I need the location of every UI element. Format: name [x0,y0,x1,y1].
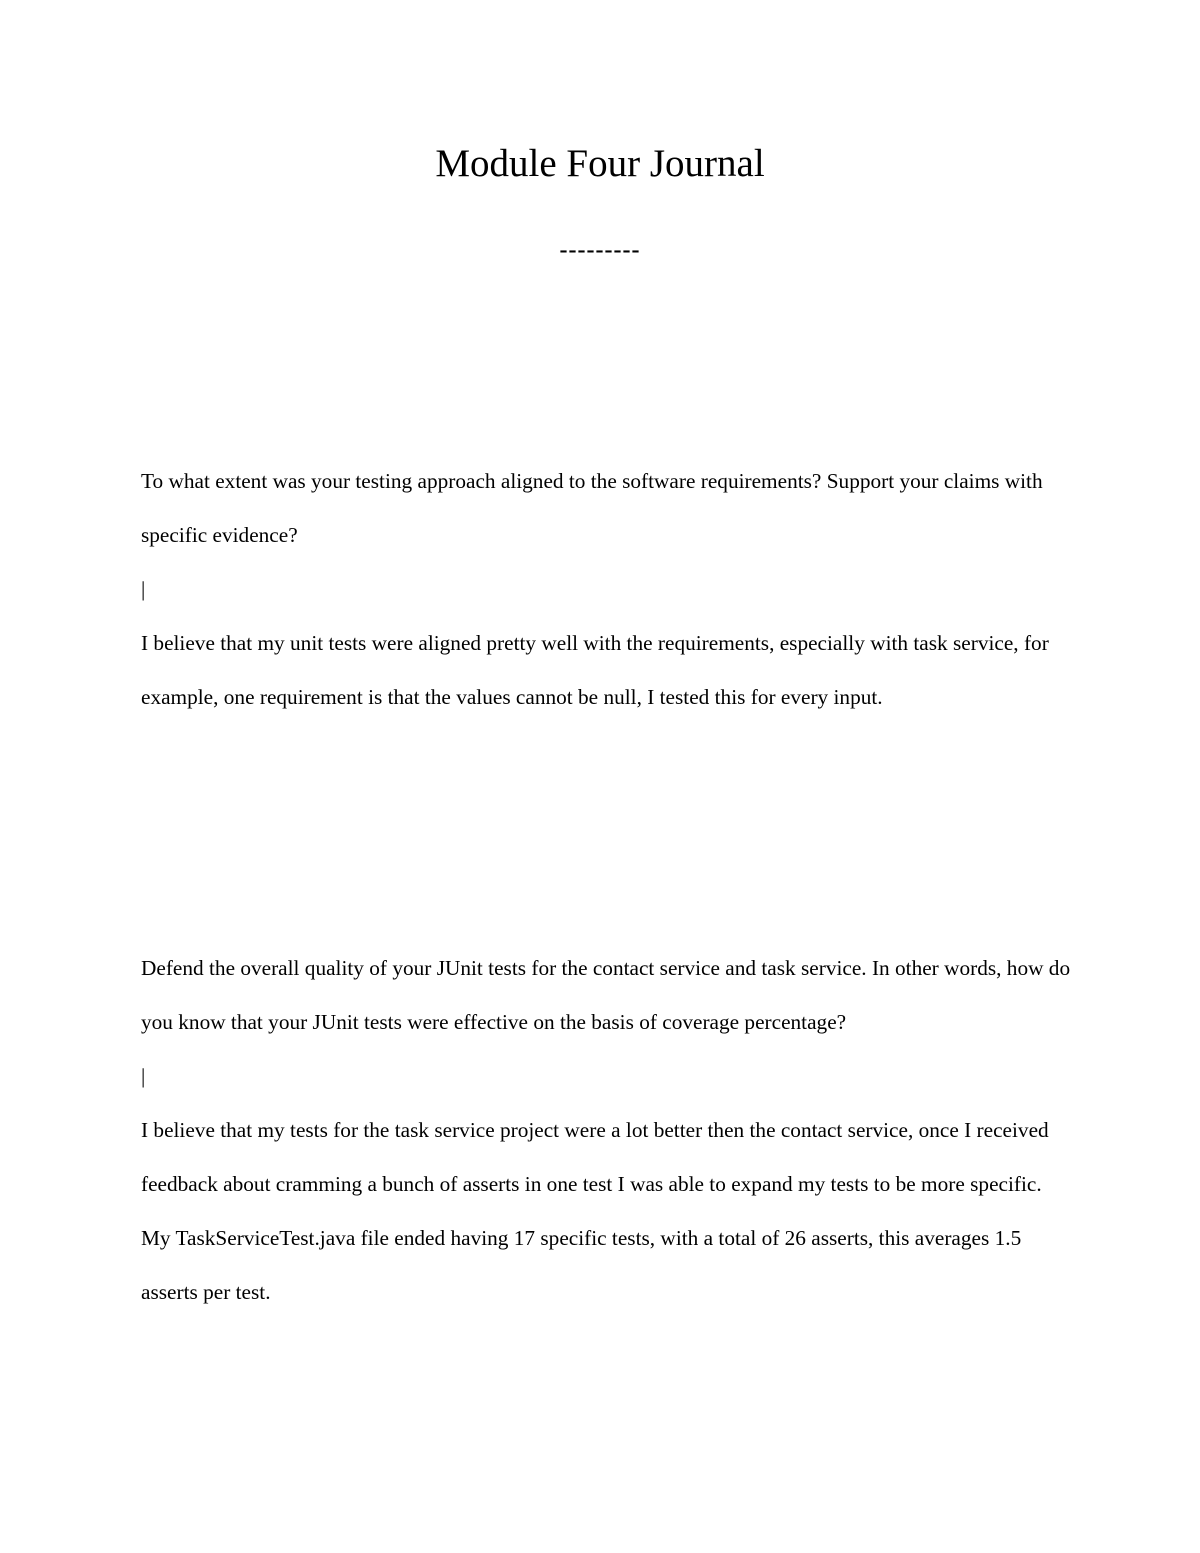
text-cursor-mark: | [141,577,146,601]
document-title: Module Four Journal [435,142,765,185]
journal-section-2 [141,941,1076,1319]
question-2-text: Defend the overall quality of your JUnit tests for the contact service and task service. In other words, how do you know that your JUnit tests were effective on the basis of coverage percentage? [141,956,1071,1034]
text-cursor-mark: | [141,1064,146,1088]
journal-section-1 [141,454,1076,724]
answer-1-text: I believe that my unit tests were aligned pretty well with the requirements, especially with task service, for example, one requirement is that the values cannot be null, I tested this for every input. [141,631,1049,709]
question-1-text: To what extent was your testing approach aligned to the software requirements? Support your claims with specific evidence? [141,469,1043,547]
answer-2-text: I believe that my tests for the task service project were a lot better then the contact service, once I received feedback about cramming a bunch of asserts in one test I was able to expand my tests to be more specific. My TaskServiceTest.java file ended having 17 specific tests, with a total of 26 asserts, this averages 1.5 asserts per test. [141,1118,1049,1304]
title-divider: --------- [559,237,641,263]
